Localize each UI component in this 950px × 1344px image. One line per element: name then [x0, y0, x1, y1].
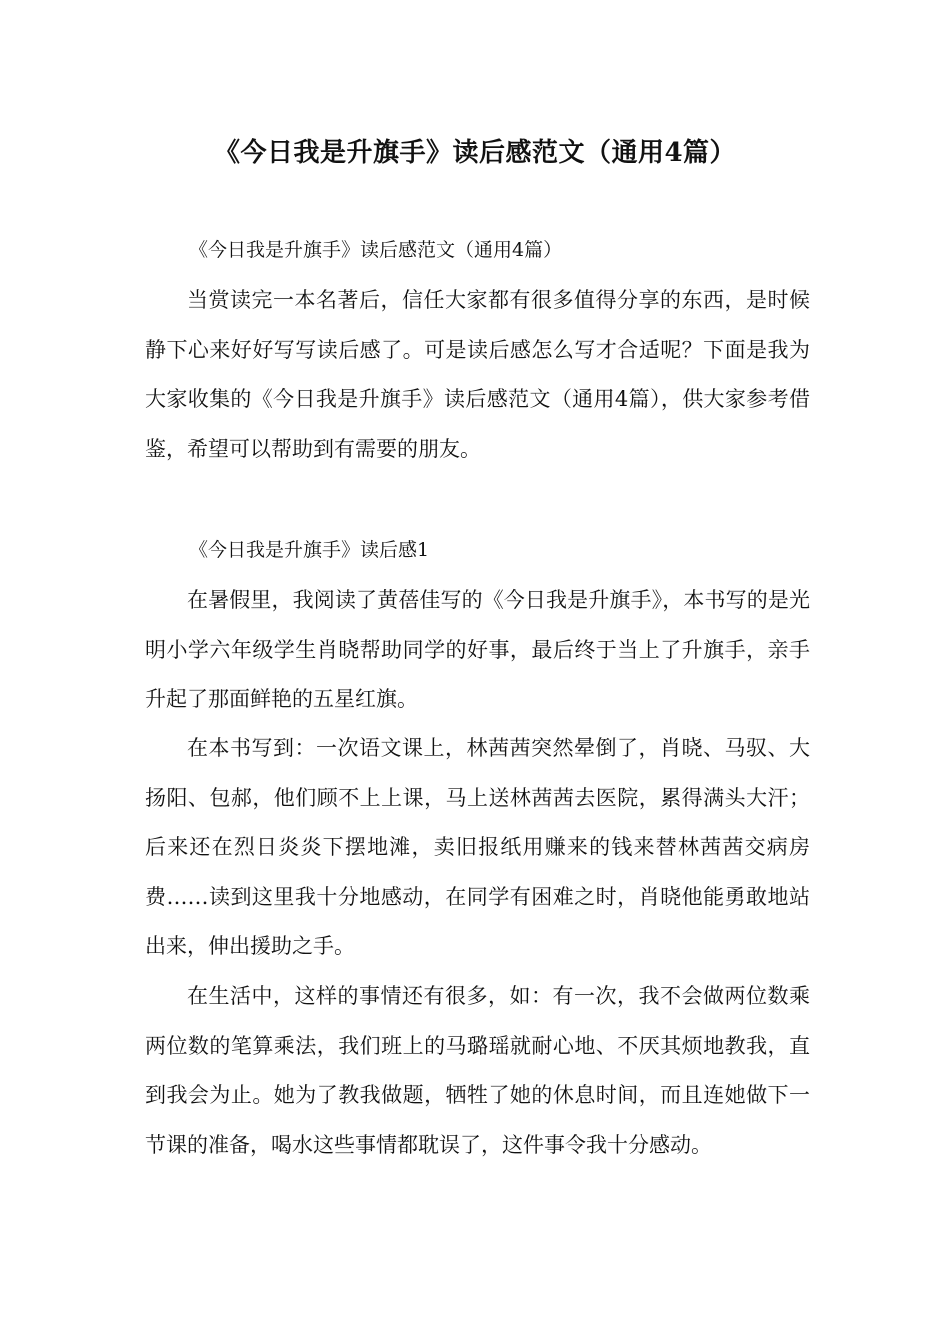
section-1-heading: 《今日我是升旗手》读后感1 [189, 539, 430, 561]
section-1-paragraph-1: 在暑假里，我阅读了黄蓓佳写的《今日我是升旗手》，本书写的是光明小学六年级学生肖晓帮助同学的好事，最后终于当上了升旗手，亲手升起了那面鲜艳的五星红旗。 [145, 588, 810, 711]
section-1-paragraph-2: 在本书写到：一次语文课上，林茜茜突然晕倒了，肖晓、马驭、大扬阳、包郝，他们顾不上上课，马上送林茜茜去医院，累得满头大汗；后来还在烈日炎炎下摆地滩，卖旧报纸用赚来的钱来替林茜茜交病房费……读到这里我十分地感动，在同学有困难之时，肖晓他能勇敢地站出来，伸出援助之手。 [145, 736, 810, 958]
intro-heading: 《今日我是升旗手》读后感范文（通用4篇） [189, 239, 563, 261]
intro-paragraph: 当赏读完一本名著后，信任大家都有很多值得分享的东西，是时候静下心来好好写写读后感了。可是读后感怎么写才合适呢？下面是我为大家收集的《今日我是升旗手》读后感范文（通用4篇），供大家参考借鉴，希望可以帮助到有需要的朋友。 [145, 288, 810, 461]
section-1-paragraph-3: 在生活中，这样的事情还有很多，如：有一次，我不会做两位数乘两位数的笔算乘法，我们班上的马璐瑶就耐心地、不厌其烦地教我，直到我会为止。她为了教我做题，牺牲了她的休息时间，而且连她做下一节课的准备，喝水这些事情都耽误了，这件事令我十分感动。 [145, 984, 810, 1157]
document-title: 《今日我是升旗手》读后感范文（通用4篇） [213, 138, 737, 168]
